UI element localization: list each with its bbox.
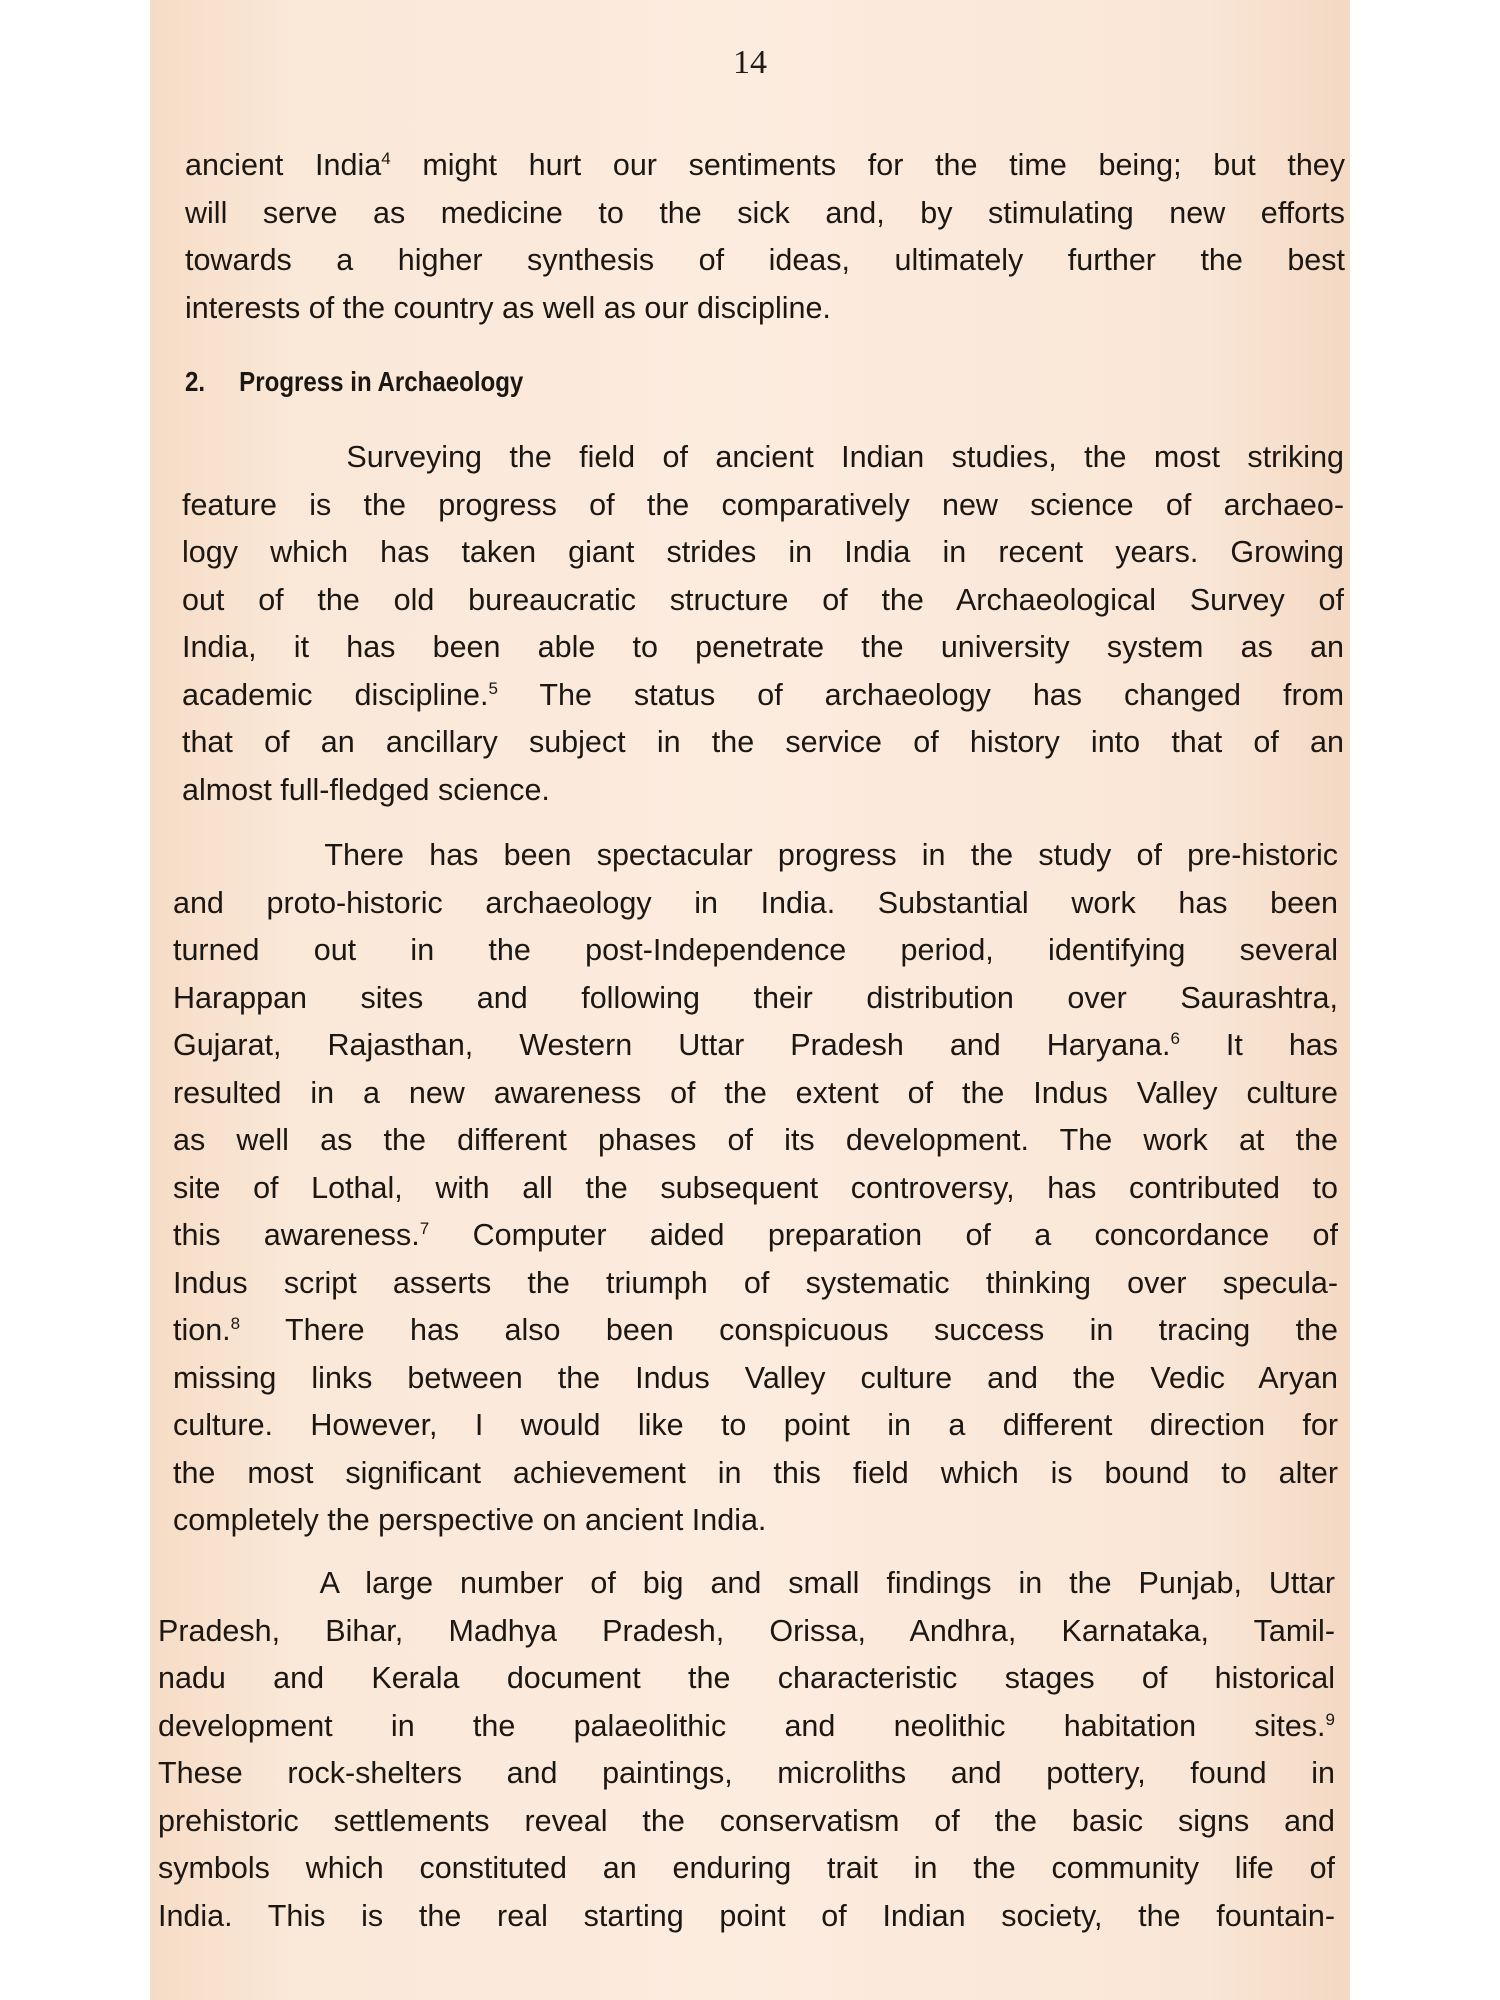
text-line xyxy=(158,1703,1335,1751)
line-text: out of the old bureaucratic structure of the Archaeological Survey of xyxy=(182,582,1344,617)
text-line xyxy=(173,1070,1338,1118)
paragraph-2 xyxy=(182,434,1344,814)
text-line xyxy=(158,1655,1335,1703)
line-text: It has xyxy=(1179,1028,1338,1062)
line-text: might hurt our sentiments for the time being; but they xyxy=(390,148,1345,182)
line-text: towards a higher synthesis of ideas, ultimately further the best xyxy=(185,243,1345,277)
text-line xyxy=(173,1165,1338,1213)
line-text: ancient India xyxy=(185,148,382,182)
text-line xyxy=(182,434,1344,482)
text-line xyxy=(182,577,1344,625)
line-text: India. This is the real starting point of Indian society, the fountain- xyxy=(158,1898,1335,1933)
text-line xyxy=(173,1497,1338,1545)
text-line xyxy=(158,1893,1335,1941)
line-text: Computer aided preparation of a concordance of xyxy=(429,1218,1338,1252)
line-text: missing links between the Indus Valley culture and the Vedic Aryan xyxy=(173,1360,1338,1395)
text-line xyxy=(173,975,1338,1023)
paragraph-3 xyxy=(173,832,1338,1545)
section-number: 2. xyxy=(185,366,206,397)
line-text: site of Lothal, with all the subsequent controversy, has contributed to xyxy=(173,1170,1338,1205)
text-line xyxy=(173,1117,1338,1165)
page-number: 14 xyxy=(733,44,767,81)
footnote-marker: 7 xyxy=(419,1218,430,1238)
text-line xyxy=(173,880,1338,928)
line-text: that of an ancillary subject in the service of history into that of an xyxy=(182,725,1344,759)
text-line xyxy=(173,1355,1338,1403)
line-text: India, it has been able to penetrate the university system as an xyxy=(182,630,1344,664)
line-text: tion. xyxy=(173,1313,231,1347)
text-line xyxy=(182,719,1344,767)
line-text: Pradesh, Bihar, Madhya Pradesh, Orissa, Andhra, Karnataka, Tamil- xyxy=(158,1613,1335,1648)
line-text: Indus script asserts the triumph of systematic thinking over specula- xyxy=(173,1265,1338,1300)
line-text: Gujarat, Rajasthan, Western Uttar Pradesh and Haryana. xyxy=(173,1028,1171,1062)
line-text: the most significant achievement in this field which is bound to alter xyxy=(173,1455,1338,1490)
text-line xyxy=(173,832,1338,880)
paragraph-1 xyxy=(185,142,1345,332)
line-text: The status of archaeology has changed from xyxy=(497,677,1344,712)
footnote-marker: 9 xyxy=(1325,1709,1335,1729)
line-text: There has been spectacular progress in the study of pre-historic xyxy=(173,838,1338,872)
line-text: A large number of big and small findings in the Punjab, Uttar xyxy=(158,1566,1335,1600)
section-title: Progress in Archaeology xyxy=(239,366,524,397)
line-text: almost full-fledged science. xyxy=(182,772,550,807)
line-text: turned out in the post-Independence period, identifying several xyxy=(173,933,1338,967)
line-text: nadu and Kerala document the characteristic stages of historical xyxy=(158,1661,1335,1695)
footnote-marker: 4 xyxy=(381,148,391,168)
line-text: development in the palaeolithic and neolithic habitation sites. xyxy=(158,1708,1326,1743)
text-line xyxy=(182,482,1344,530)
footnote-marker: 6 xyxy=(1170,1028,1180,1048)
line-text: academic discipline. xyxy=(182,677,489,712)
text-line xyxy=(182,767,1344,815)
line-text: will serve as medicine to the sick and, by stimulating new efforts xyxy=(185,195,1345,230)
line-text: symbols which constituted an enduring trait in the community life of xyxy=(158,1851,1335,1885)
text-line xyxy=(173,1450,1338,1498)
text-line xyxy=(158,1750,1335,1798)
text-line xyxy=(182,672,1344,720)
line-text: resulted in a new awareness of the extent of the Indus Valley culture xyxy=(173,1075,1338,1110)
text-line xyxy=(158,1560,1335,1608)
text-line xyxy=(173,1307,1338,1355)
text-line xyxy=(173,1260,1338,1308)
line-text: completely the perspective on ancient India. xyxy=(173,1503,767,1537)
text-line xyxy=(173,1402,1338,1450)
line-text: as well as the different phases of its development. The work at the xyxy=(173,1123,1338,1157)
line-text: There has also been conspicuous success in tracing the xyxy=(240,1313,1338,1347)
text-line xyxy=(173,1212,1338,1260)
text-line xyxy=(173,927,1338,975)
section-heading xyxy=(185,366,523,398)
paragraph-4 xyxy=(158,1560,1335,1940)
text-line xyxy=(185,237,1345,285)
text-line xyxy=(173,1022,1338,1070)
text-line xyxy=(182,529,1344,577)
text-line xyxy=(185,285,1345,333)
line-text: Harappan sites and following their distribution over Saurashtra, xyxy=(173,980,1338,1015)
text-line xyxy=(182,624,1344,672)
footnote-marker: 8 xyxy=(230,1313,241,1333)
line-text: Surveying the field of ancient Indian studies, the most striking xyxy=(182,440,1344,474)
text-line xyxy=(185,142,1345,190)
text-line xyxy=(158,1798,1335,1846)
text-line xyxy=(185,190,1345,238)
footnote-marker: 5 xyxy=(488,678,498,698)
line-text: this awareness. xyxy=(173,1218,420,1252)
line-text: logy which has taken giant strides in India in recent years. Growing xyxy=(182,535,1344,569)
line-text: and proto-historic archaeology in India. Substantial work has been xyxy=(173,885,1338,920)
line-text: These rock-shelters and paintings, microliths and pottery, found in xyxy=(158,1756,1335,1790)
text-line xyxy=(158,1608,1335,1656)
text-line xyxy=(158,1845,1335,1893)
book-page xyxy=(150,0,1350,2000)
line-text: culture. However, I would like to point in a different direction for xyxy=(173,1408,1338,1442)
line-text: interests of the country as well as our discipline. xyxy=(185,290,831,325)
line-text: feature is the progress of the comparatively new science of archaeo- xyxy=(182,487,1344,522)
line-text: prehistoric settlements reveal the conservatism of the basic signs and xyxy=(158,1803,1335,1838)
